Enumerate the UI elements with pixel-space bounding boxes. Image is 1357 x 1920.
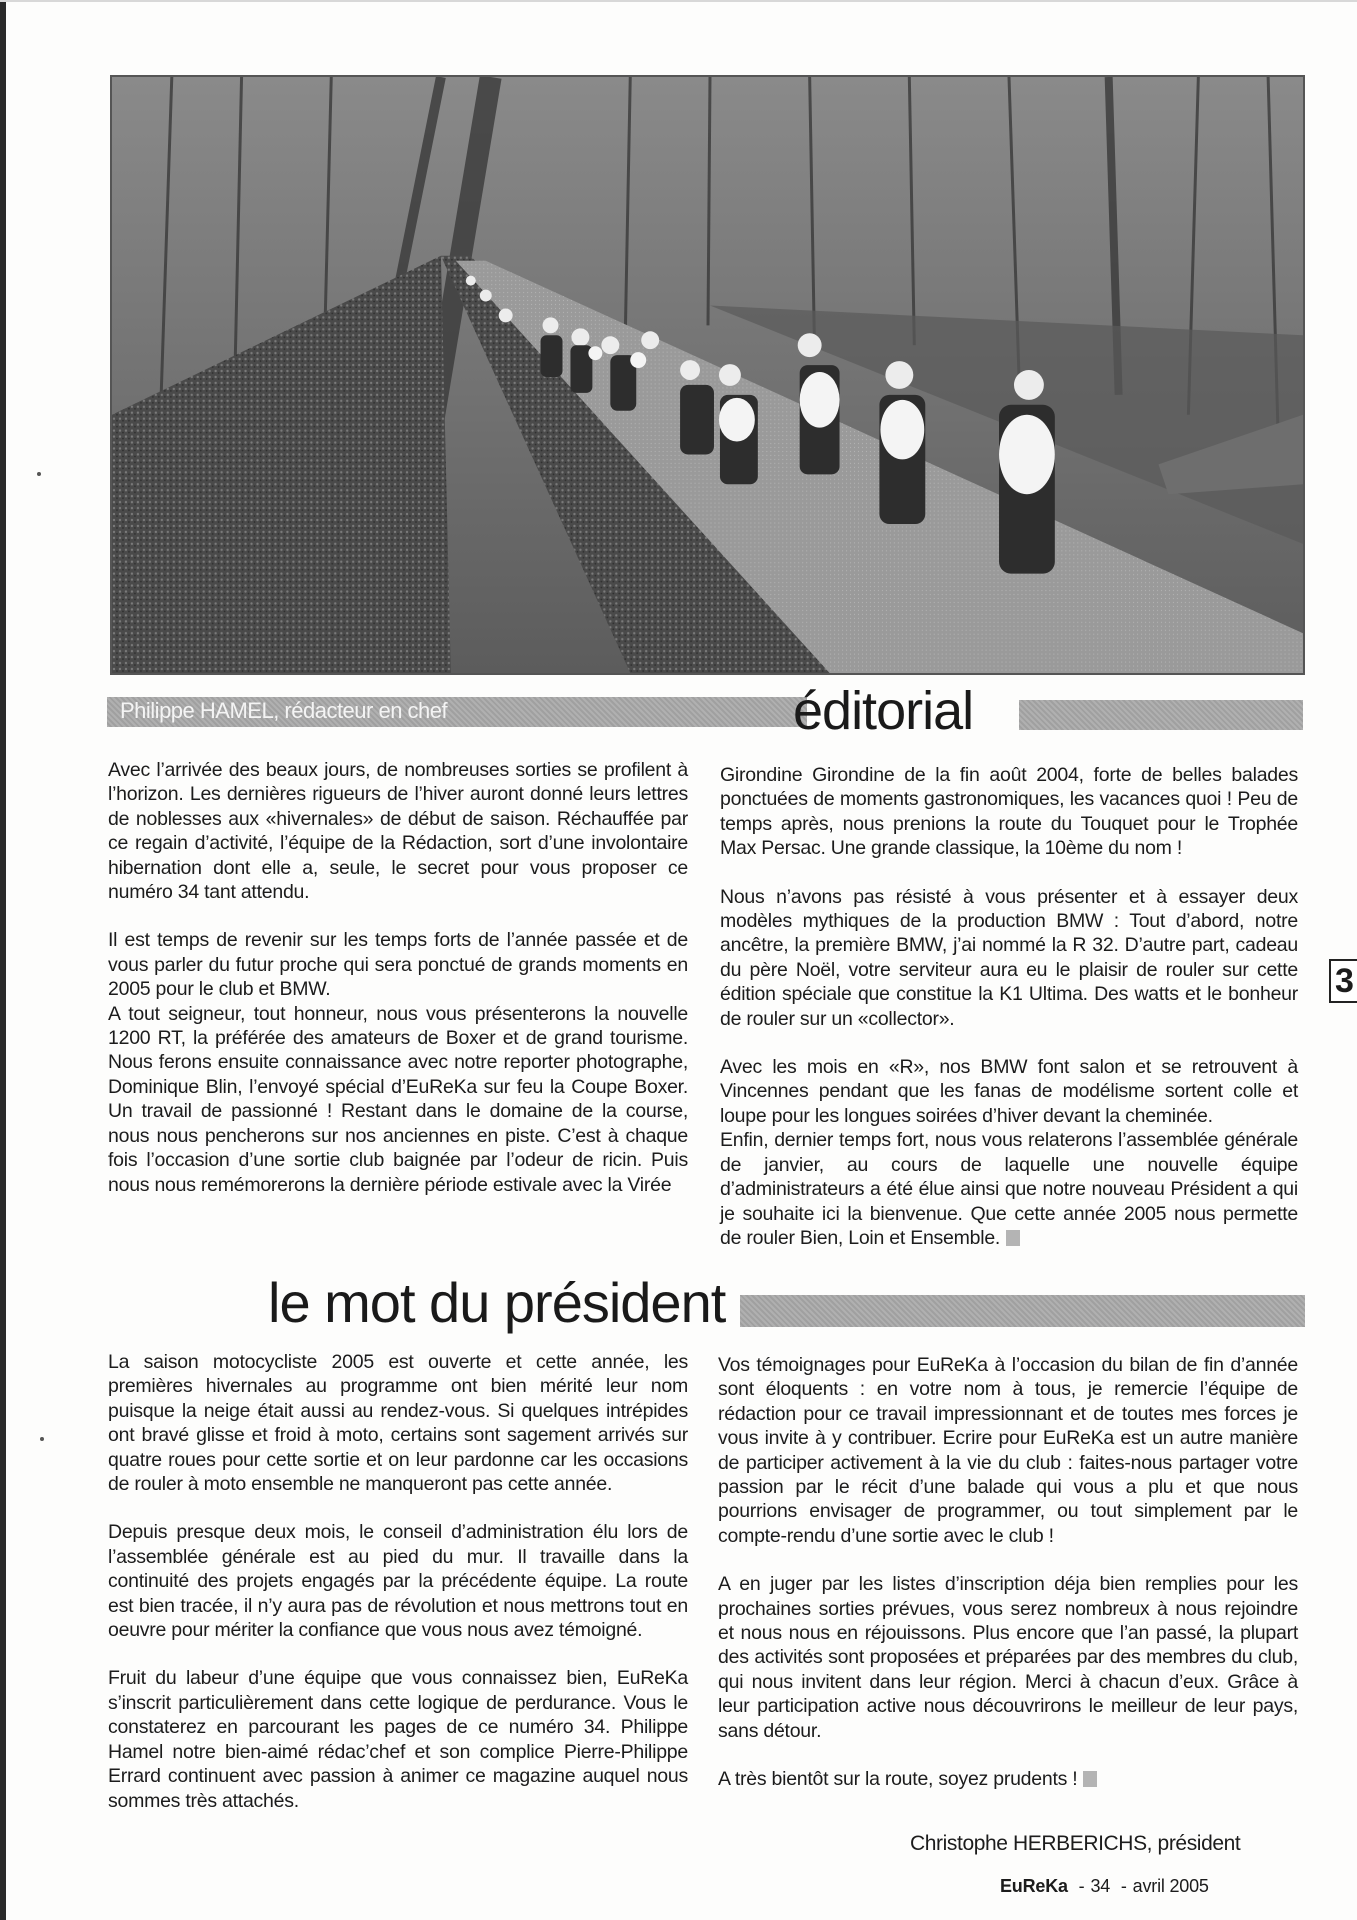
- paragraph: Depuis presque deux mois, le conseil d’administration élu lors de l’assemblée générale est au pied du mur. Il travaille dans la continuité des projets engagés par la précédente équipe. La route est bien tracée, il n’y aura pas de révolution et nous mettrons tout en oeuvre pour mériter la confiance que vous nous avez témoigné.: [108, 1521, 688, 1642]
- paragraph: Il est temps de revenir sur les temps forts de l’année passée et de vous parler du futur proche qui sera ponctué de grands moments en 2005 pour le club et BMW.: [108, 929, 688, 1001]
- paragraph: Nous n’avons pas résisté à vous présenter et à essayer deux modèles mythiques de la production BMW : Tout d’abord, notre ancêtre, la première BMW, j’ai nommé la R 32. D’autre part, cadeau du père Noël, votre serviteur aura eu le plaisir de rouler sur cette édition spéciale que constitue la K1 Ultima. Des watts et le bonheur de rouler sur un «collector».: [720, 885, 1298, 1030]
- scan-edge: [0, 0, 6, 1920]
- page-footer: [1000, 1876, 1209, 1897]
- paragraph: [718, 1767, 1298, 1791]
- end-mark-icon: [1006, 1230, 1020, 1246]
- paragraph: Avec les mois en «R», nos BMW font salon et se retrouvent à Vincennes pendant que les fanas de modélisme sortent colle et loupe pour les longues soirées d’hiver devant la cheminée.: [720, 1056, 1298, 1127]
- editorial-column-left: [108, 758, 688, 1221]
- paragraph: Fruit du labeur d’une équipe que vous connaissez bien, EuReKa s’inscrit particulièrement dans cette logique de perdurance. Vous le constaterez en parcourant les pages de ce numéro 34. Philippe Hamel notre bien-aimé rédac’chef et son complice Pierre-Philippe Errard continuent avec passion à animer ce magazine auquel nous sommes très attachés.: [108, 1667, 688, 1812]
- end-mark-icon: [1083, 1771, 1097, 1787]
- editorial-byline: Philippe HAMEL, rédacteur en chef: [120, 698, 448, 723]
- scan-speck: [37, 472, 41, 476]
- president-column-right: [718, 1353, 1298, 1816]
- paragraph: La saison motocycliste 2005 est ouverte et cette année, les premières hivernales au programme ont bien mérité leur nom puisque la neige était aussi au rendez-vous. Si quelques intrépides ont bravé glisse et froid à moto, certains sont sagement arrivés sur quatre roues pour cette sortie et on leur pardonne car les occasions de rouler à moto ensemble ne manqueront pas cette année.: [108, 1351, 688, 1496]
- photo-illustration: [112, 77, 1303, 673]
- scan-edge-top: [0, 0, 1357, 2]
- paragraph: Avec l’arrivée des beaux jours, de nombreuses sorties se profilent à l’horizon. Les dernières rigueurs de l’hiver auront donné leurs lettres de noblesses aux «hivernales» de début de saison. Réchauffée par ce regain d’activité, l’équipe de la Rédaction, sort d’une involontaire hibernation dont elle a, seule, le secret pour vous proposer ce numéro 34 tant attendu.: [108, 759, 688, 904]
- paragraph-text: A très bientôt sur la route, soyez prudents !: [718, 1768, 1078, 1791]
- president-column-left: [108, 1350, 688, 1837]
- editorial-title: éditorial: [793, 681, 974, 741]
- president-title: le mot du président: [268, 1271, 726, 1334]
- paragraph: Vos témoignages pour EuReKa à l’occasion du bilan de fin d’année sont éloquents : en votre nom à tous, je remercie l’équipe de rédaction pour ce travail impressionnant et de toutes mes forces je vous invite à y contribuer. Ecrire pour EuReKa est un autre manière de participer activement à la vie du club : faites-nous partager votre passion par le récit d’une balade qui vous a plu et que nous pourrions envisager de programmer, ou tout simplement par le compte-rendu d’une sortie avec le club !: [718, 1354, 1298, 1547]
- issue-number: 34: [1090, 1876, 1111, 1896]
- scan-speck: [40, 1437, 44, 1441]
- footer-separator: -: [1120, 1876, 1127, 1896]
- editorial-column-right: [720, 763, 1298, 1274]
- magazine-name: EuReKa: [1000, 1876, 1068, 1896]
- president-title-bar: [740, 1295, 1305, 1327]
- motorcycle-convoy-photo: [110, 75, 1305, 675]
- editorial-title-bar: [1019, 700, 1303, 730]
- paragraph: Girondine Girondine de la fin août 2004, forte de belles balades ponctuées de moments gastronomiques, les vacances quoi ! Peu de temps après, nous prenions la route du Touquet pour le Trophée Max Persac. Une grande classique, la 10ème du nom !: [720, 764, 1298, 860]
- footer-separator: -: [1078, 1876, 1085, 1896]
- president-signature: Christophe HERBERICHS, président: [910, 1832, 1241, 1855]
- issue-date: avril 2005: [1132, 1876, 1209, 1896]
- page-number-tab: 3: [1329, 959, 1357, 1003]
- paragraph: A tout seigneur, tout honneur, nous vous présenterons la nouvelle 1200 RT, la préférée des amateurs de Boxer et de grand tourisme. Nous ferons ensuite connaissance avec notre reporter photographe, Dominique Blin, l’envoyé spécial d’EuReKa sur feu la Coupe Boxer. Un travail de passionné ! Restant dans le domaine de la course, nous nous pencherons sur nos anciennes en piste. C’est à chaque fois l’occasion d’une sortie club baignée par l’odeur de ricin. Puis nous nous remémorerons la dernière période estivale avec la Virée: [108, 1002, 688, 1196]
- paragraph: [720, 1128, 1298, 1250]
- paragraph-text: Enfin, dernier temps fort, nous vous relaterons l’assemblée générale de janvier, au cours de laquelle une nouvelle équipe d’administrateurs a été élue ainsi que notre nouveau Président a qui je souhaite ici la bienvenue. Que cette année 2005 nous permette de rouler Bien, Loin et Ensemble.: [720, 1129, 1298, 1249]
- paragraph: A en juger par les listes d’inscription déja bien remplies pour les prochaines sorties prévues, vous serez nombreux à nous rejoindre et nous nous en réjouissons. Plus encore que l’an passé, la plupart des activités sont proposées et préparées par des membres du club, qui nous invitent dans leur région. Merci à chacun d’eux. Grâce à leur participation active nous découvrirons le meilleur de leur pays, sans détour.: [718, 1573, 1298, 1742]
